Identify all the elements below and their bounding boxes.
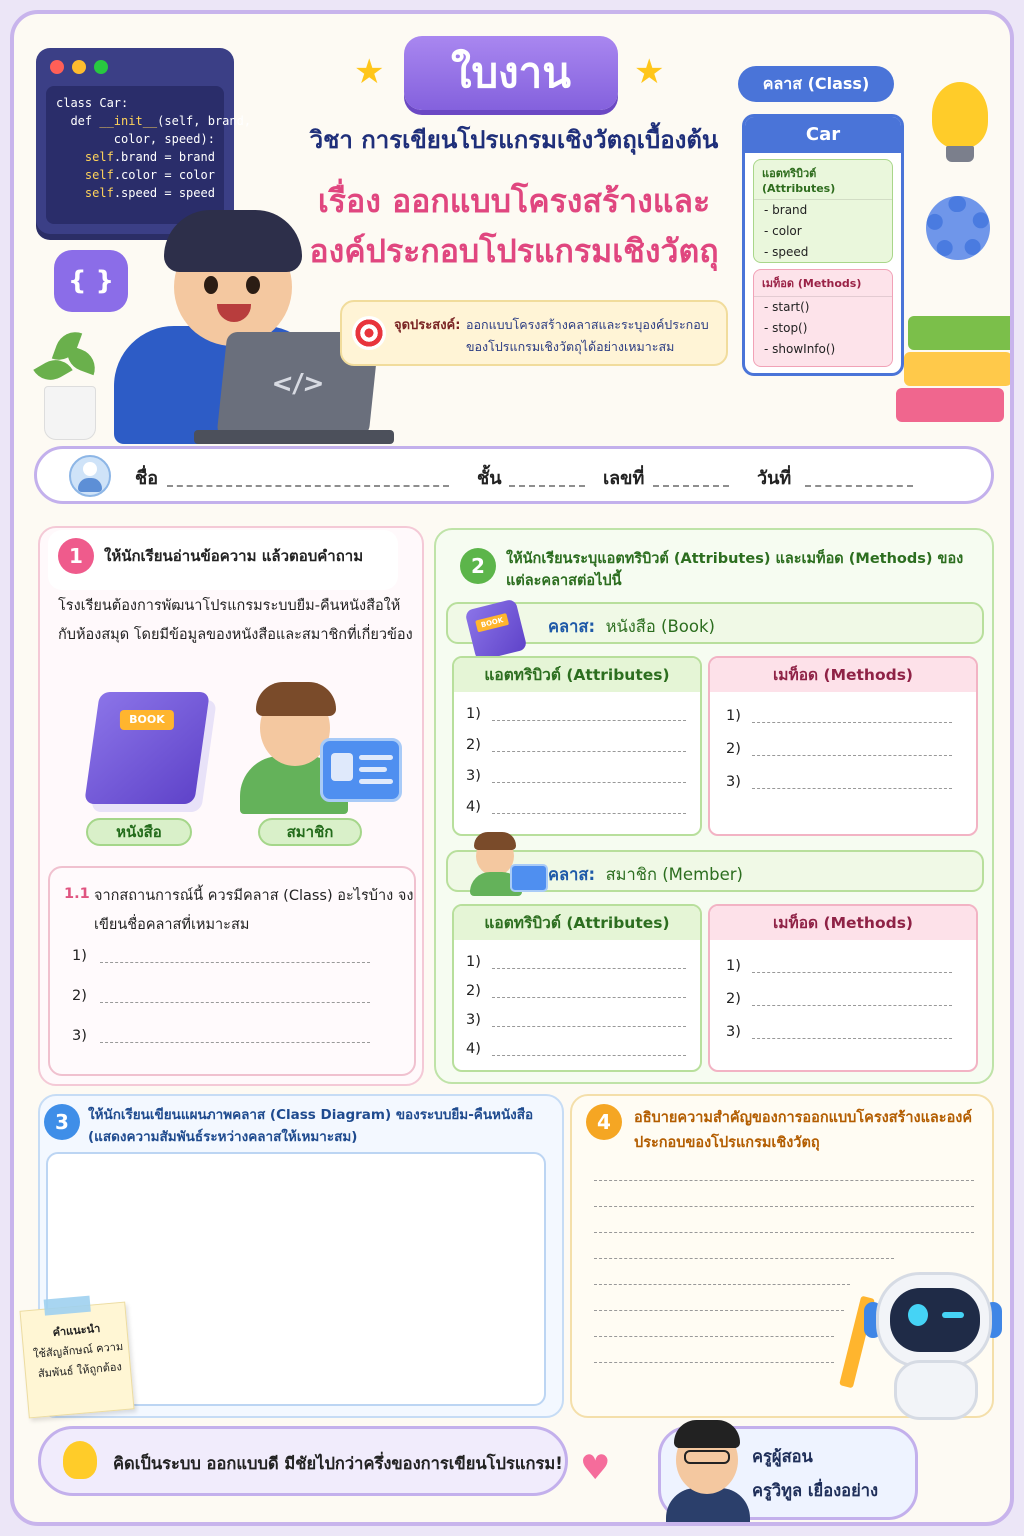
section-1-title: ให้นักเรียนอ่านข้อความ แล้วตอบคำถาม	[104, 547, 364, 565]
objective-text: ออกแบบโครงสร้างคลาสและระบุองค์ประกอบ ของโปรแกรมเชิงวัตถุได้อย่างเหมาะสม	[466, 317, 709, 354]
answer-line[interactable]	[594, 1206, 974, 1207]
member-attributes-header: แอตทริบิวต์ (Attributes)	[454, 906, 700, 940]
tip-text: ใช้สัญลักษณ์ ความสัมพันธ์ ให้ถูกต้อง	[32, 1339, 124, 1381]
target-icon	[352, 316, 386, 350]
class-book-name: หนังสือ (Book)	[605, 617, 715, 636]
topic-title	[284, 176, 744, 276]
answer-number: 1)	[466, 706, 481, 722]
answer-line[interactable]	[594, 1336, 834, 1337]
answer-number: 3)	[726, 1024, 741, 1040]
name-label: ชื่อ	[135, 468, 159, 489]
answer-line[interactable]	[752, 722, 952, 723]
student-eye	[204, 276, 218, 294]
class-field[interactable]	[509, 485, 585, 487]
answer-number: 2)	[72, 988, 87, 1004]
book-attributes-header: แอตทริบิวต์ (Attributes)	[454, 658, 700, 692]
answer-line[interactable]	[752, 788, 952, 789]
member-label: สมาชิก	[258, 818, 362, 846]
book-methods-box	[708, 656, 978, 836]
section-3-title: ให้นักเรียนเขียนแผนภาพคลาส (Class Diagram) ของระบบยืม-คืนหนังสือ (แสดงความสัมพันธ์ระหว่างคลาสให้เหมาะสม)	[88, 1107, 534, 1145]
answer-line[interactable]	[492, 782, 686, 783]
motto-text: คิดเป็นระบบ ออกแบบดี มีชัยไปกว่าครึ่งของการเขียนโปรแกรม!	[113, 1454, 563, 1473]
class-prefix: คลาส:	[548, 865, 596, 884]
class-member-name: สมาชิก (Member)	[605, 865, 743, 884]
answer-line[interactable]	[752, 755, 952, 756]
code-line: self.brand = brand	[84, 150, 215, 164]
member-hair	[256, 682, 336, 716]
class-example-methods	[753, 269, 893, 367]
answer-line[interactable]	[594, 1362, 834, 1363]
class-example-name: Car	[745, 117, 901, 153]
answer-line[interactable]	[100, 1042, 370, 1043]
name-field[interactable]	[167, 485, 449, 487]
section-2-number: 2	[460, 548, 496, 584]
objective-box	[340, 300, 728, 366]
answer-line[interactable]	[594, 1310, 844, 1311]
answer-number: 2)	[726, 741, 741, 757]
class-example-attributes-title: แอตทริบิวต์ (Attributes)	[754, 160, 892, 200]
answer-number: 1)	[72, 948, 87, 964]
question-1-1-text: จากสถานการณ์นี้ ควรมีคลาส (Class) อะไรบ้าง จงเขียนชื่อคลาสที่เหมาะสม	[94, 888, 414, 933]
answer-line[interactable]	[492, 813, 686, 814]
books-icon	[904, 352, 1012, 386]
book-icon	[84, 692, 210, 804]
motto-banner	[38, 1426, 568, 1496]
answer-number: 2)	[466, 737, 481, 753]
books-icon	[896, 388, 1004, 422]
answer-line[interactable]	[492, 751, 686, 752]
question-1-1-number: 1.1	[64, 886, 90, 902]
brace-icon: { }	[54, 250, 128, 312]
member-id-card-icon	[320, 738, 402, 802]
answer-line[interactable]	[594, 1180, 974, 1181]
class-member-title	[548, 862, 743, 888]
date-field[interactable]	[805, 485, 913, 487]
answer-line[interactable]	[752, 1005, 952, 1006]
answer-number: 3)	[726, 774, 741, 790]
code-line: self.speed = speed	[84, 186, 215, 200]
tip-sticky-note	[19, 1302, 134, 1419]
section-4-title: อธิบายความสำคัญของการออกแบบโครงสร้างและองค์ประกอบของโปรแกรมเชิงวัตถุ	[634, 1110, 973, 1151]
student-hair	[164, 210, 302, 272]
teacher-hair	[674, 1420, 740, 1448]
class-example-attribute: - color	[764, 224, 802, 238]
teacher-name: ครูวิทูล เยื่องอย่าง	[752, 1481, 879, 1500]
answer-number: 4)	[466, 1041, 481, 1057]
topic-line-2: องค์ประกอบโปรแกรมเชิงวัตถุ	[309, 232, 719, 270]
member-id-card-icon	[510, 864, 548, 892]
class-example-attribute: - speed	[764, 245, 809, 259]
user-avatar-icon	[69, 455, 111, 497]
lightbulb-base	[946, 146, 974, 162]
answer-number: 2)	[726, 991, 741, 1007]
member-methods-header: เมท็อด (Methods)	[710, 906, 976, 940]
class-prefix: คลาส:	[548, 617, 596, 636]
answer-line[interactable]	[100, 962, 370, 963]
class-pill-label: คลาส (Class)	[738, 66, 894, 102]
number-field[interactable]	[653, 485, 729, 487]
lightbulb-icon	[63, 1441, 97, 1479]
topic-line-1: เรื่อง ออกแบบโครงสร้างและ	[317, 182, 711, 220]
answer-number: 1)	[466, 954, 481, 970]
lightbulb-icon	[932, 82, 988, 148]
section-1-story: โรงเรียนต้องการพัฒนาโปรแกรมระบบยืม-คืนหนังสือให้กับห้องสมุด โดยมีข้อมูลของหนังสือและสมาชิกที่เกี่ยวข้อง	[58, 598, 413, 643]
objective-label: จุดประสงค์:	[394, 318, 461, 333]
laptop-icon: </>	[217, 332, 380, 436]
class-example-method: - showInfo()	[764, 342, 836, 356]
section-3-number: 3	[44, 1104, 80, 1140]
student-info-bar	[34, 446, 994, 504]
laptop-base	[194, 430, 394, 444]
code-line: def __init__(self, brand,	[56, 114, 252, 128]
code-line: self.color = color	[84, 168, 215, 182]
code-line: color, speed):	[56, 132, 215, 146]
robot-body	[894, 1360, 978, 1420]
member-attributes-box	[452, 904, 702, 1072]
answer-number: 3)	[72, 1028, 87, 1044]
teacher-glasses	[684, 1450, 730, 1464]
answer-number: 3)	[466, 1012, 481, 1028]
class-example-methods-title: เมท็อด (Methods)	[754, 270, 892, 297]
answer-line[interactable]	[594, 1284, 850, 1285]
answer-line[interactable]	[492, 997, 686, 998]
answer-number: 1)	[726, 958, 741, 974]
section-1-number: 1	[58, 538, 94, 574]
answer-line[interactable]	[492, 1026, 686, 1027]
book-tag: BOOK	[120, 710, 174, 730]
section-4-number: 4	[586, 1104, 622, 1140]
robot-face	[890, 1288, 980, 1352]
answer-line[interactable]	[594, 1258, 894, 1259]
book-attributes-box	[452, 656, 702, 836]
class-label: ชั้น	[477, 468, 502, 489]
star-icon: ★	[354, 52, 385, 92]
answer-line[interactable]	[100, 1002, 370, 1003]
class-example-method: - stop()	[764, 321, 808, 335]
page-title: ใบงาน	[404, 36, 618, 110]
answer-line[interactable]	[492, 1055, 686, 1056]
section-2-title: ให้นักเรียนระบุแอตทริบิวต์ (Attributes) และเมท็อด (Methods) ของแต่ละคลาสต่อไปนี้	[506, 551, 964, 589]
class-example-attributes	[753, 159, 893, 263]
student-eye	[246, 276, 260, 294]
answer-line[interactable]	[492, 968, 686, 969]
member-methods-box	[708, 904, 978, 1072]
class-example-attribute: - brand	[764, 203, 808, 217]
tip-title: คำแนะนำ	[52, 1321, 101, 1339]
class-book-title	[548, 614, 715, 640]
class-example-method: - start()	[764, 300, 810, 314]
answer-number: 2)	[466, 983, 481, 999]
robot-eye-wink	[942, 1312, 964, 1318]
subject-title: วิชา การเขียนโปรแกรมเชิงวัตถุเบื้องต้น	[309, 126, 719, 154]
teacher-label: ครูผู้สอน	[752, 1447, 813, 1466]
code-snippet	[46, 86, 252, 224]
books-icon	[908, 316, 1014, 350]
class-example-card	[742, 114, 904, 376]
book-label: หนังสือ	[86, 818, 192, 846]
robot-eye	[908, 1304, 928, 1326]
answer-line[interactable]	[752, 972, 952, 973]
answer-line[interactable]	[594, 1232, 974, 1233]
number-label: เลขที่	[603, 468, 645, 489]
worksheet	[10, 10, 1014, 1526]
code-line: class Car:	[56, 96, 129, 110]
gear-icon	[926, 196, 990, 260]
code-window-icon	[36, 48, 252, 234]
book-methods-header: เมท็อด (Methods)	[710, 658, 976, 692]
answer-number: 1)	[726, 708, 741, 724]
star-icon: ★	[634, 52, 665, 92]
answer-number: 3)	[466, 768, 481, 784]
heart-icon: ♥	[580, 1448, 611, 1488]
class-book-band	[446, 602, 984, 644]
plant-icon	[44, 386, 96, 440]
answer-number: 4)	[466, 799, 481, 815]
answer-line[interactable]	[492, 720, 686, 721]
member-icon-hair	[474, 832, 516, 850]
answer-line[interactable]	[752, 1038, 952, 1039]
date-label: วันที่	[757, 468, 792, 489]
